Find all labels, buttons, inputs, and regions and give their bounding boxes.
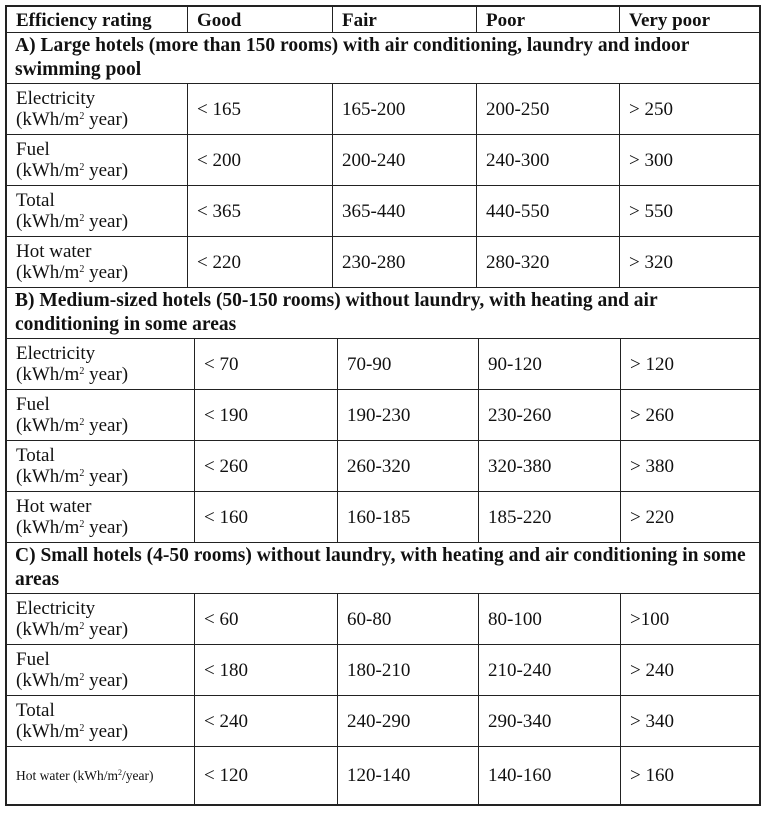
cell-good: < 190 bbox=[195, 390, 338, 440]
cell-poor: 230-260 bbox=[479, 390, 621, 440]
cell-good: < 160 bbox=[195, 492, 338, 542]
table-row bbox=[7, 492, 759, 543]
table-row bbox=[7, 645, 759, 696]
cell-poor: 140-160 bbox=[479, 747, 621, 804]
header-poor: Poor bbox=[477, 7, 620, 32]
cell-poor: 200-250 bbox=[477, 84, 620, 134]
efficiency-rating-table bbox=[5, 5, 761, 806]
cell-fair: 365-440 bbox=[333, 186, 477, 236]
cell-good: < 260 bbox=[195, 441, 338, 491]
row-label-unit: ($kWh/m^2$ year) bbox=[16, 466, 129, 487]
cell-very-poor: > 220 bbox=[630, 506, 674, 528]
table-row bbox=[7, 135, 759, 186]
cell-fair: 70-90 bbox=[338, 339, 479, 389]
row-label-name: Total bbox=[16, 445, 55, 466]
row-label bbox=[7, 696, 195, 746]
cell-good: < 70 bbox=[195, 339, 338, 389]
row-label bbox=[7, 645, 195, 695]
header-very-poor: Very poor bbox=[629, 10, 711, 31]
table-row bbox=[7, 237, 759, 288]
header-efficiency-rating: Efficiency rating bbox=[7, 7, 188, 32]
row-label-name: Electricity bbox=[16, 598, 96, 619]
cell-very-poor: > 320 bbox=[629, 251, 673, 273]
cell-poor: 80-100 bbox=[479, 594, 621, 644]
cell-good: < 365 bbox=[188, 186, 333, 236]
section-title-small-hotels: C) Small hotels (4-50 rooms) without laundry, with heating and air conditioning in some areas bbox=[7, 543, 759, 594]
cell-good: < 120 bbox=[195, 747, 338, 804]
row-label-unit: ($kWh/m^2$ year) bbox=[16, 109, 129, 130]
row-label-name: Electricity bbox=[16, 88, 96, 109]
row-label bbox=[7, 441, 195, 491]
row-label-name: Hot water bbox=[16, 241, 92, 262]
cell-very-poor: >100 bbox=[630, 608, 670, 630]
row-label bbox=[7, 492, 195, 542]
cell-good: < 60 bbox=[195, 594, 338, 644]
table-header-row bbox=[7, 7, 759, 33]
row-label-name: Fuel bbox=[16, 649, 50, 670]
table-row bbox=[7, 84, 759, 135]
cell-good: < 220 bbox=[188, 237, 333, 287]
row-label-unit: ($kWh/m^2$ year) bbox=[16, 415, 129, 436]
cell-very-poor: > 240 bbox=[630, 659, 674, 681]
table-row bbox=[7, 441, 759, 492]
table-row bbox=[7, 594, 759, 645]
cell-fair: 160-185 bbox=[338, 492, 479, 542]
cell-very-poor: > 550 bbox=[629, 200, 673, 222]
cell-poor: 320-380 bbox=[479, 441, 621, 491]
row-label bbox=[7, 594, 195, 644]
cell-very-poor: > 380 bbox=[630, 455, 674, 477]
section-title-medium-hotels: B) Medium-sized hotels (50-150 rooms) without laundry, with heating and air conditioning in some areas bbox=[7, 288, 759, 339]
row-label-unit: ($kWh/m^2$ year) bbox=[16, 517, 129, 538]
cell-fair: 60-80 bbox=[338, 594, 479, 644]
row-label-unit: ($kWh/m^2$ year) bbox=[16, 619, 129, 640]
cell-fair: 240-290 bbox=[338, 696, 479, 746]
cell-very-poor: > 260 bbox=[630, 404, 674, 426]
row-label-name: Fuel bbox=[16, 139, 50, 160]
row-label-unit: ($kWh/m^2$ year) bbox=[16, 721, 129, 742]
row-label bbox=[7, 84, 188, 134]
cell-fair: 165-200 bbox=[333, 84, 477, 134]
cell-fair: 120-140 bbox=[338, 747, 479, 804]
header-good: Good bbox=[188, 7, 333, 32]
cell-very-poor: > 160 bbox=[630, 765, 674, 786]
cell-poor: 440-550 bbox=[477, 186, 620, 236]
row-label-name: Hot water $(kWh/m^2/year)$ bbox=[16, 768, 154, 783]
cell-fair: 200-240 bbox=[333, 135, 477, 185]
row-label-unit: ($kWh/m^2$ year) bbox=[16, 262, 129, 283]
table-row bbox=[7, 339, 759, 390]
cell-very-poor: > 120 bbox=[630, 353, 674, 375]
row-label-name: Total bbox=[16, 190, 55, 211]
cell-very-poor: > 340 bbox=[630, 710, 674, 732]
cell-poor: 185-220 bbox=[479, 492, 621, 542]
row-label bbox=[7, 135, 188, 185]
row-label-unit: ($kWh/m^2$ year) bbox=[16, 364, 129, 385]
row-label-name: Electricity bbox=[16, 343, 96, 364]
row-label-name: Total bbox=[16, 700, 55, 721]
table-row bbox=[7, 186, 759, 237]
table-row bbox=[7, 696, 759, 747]
cell-fair: 260-320 bbox=[338, 441, 479, 491]
cell-good: < 240 bbox=[195, 696, 338, 746]
cell-poor: 280-320 bbox=[477, 237, 620, 287]
cell-fair: 180-210 bbox=[338, 645, 479, 695]
row-label-unit: ($kWh/m^2$ year) bbox=[16, 670, 129, 691]
row-label bbox=[7, 747, 195, 804]
table-row bbox=[7, 390, 759, 441]
cell-very-poor: > 300 bbox=[629, 149, 673, 171]
cell-very-poor: > 250 bbox=[629, 98, 673, 120]
cell-poor: 210-240 bbox=[479, 645, 621, 695]
header-fair: Fair bbox=[333, 7, 477, 32]
cell-good: < 200 bbox=[188, 135, 333, 185]
row-label bbox=[7, 339, 195, 389]
section-title-large-hotels: A) Large hotels (more than 150 rooms) with air conditioning, laundry and indoor swimming pool bbox=[7, 33, 759, 84]
cell-poor: 240-300 bbox=[477, 135, 620, 185]
row-label-name: Hot water bbox=[16, 496, 92, 517]
cell-poor: 290-340 bbox=[479, 696, 621, 746]
cell-fair: 190-230 bbox=[338, 390, 479, 440]
row-label bbox=[7, 237, 188, 287]
row-label bbox=[7, 390, 195, 440]
row-label-unit: ($kWh/m^2$ year) bbox=[16, 160, 129, 181]
cell-poor: 90-120 bbox=[479, 339, 621, 389]
row-label-name: Fuel bbox=[16, 394, 50, 415]
cell-good: < 165 bbox=[188, 84, 333, 134]
cell-fair: 230-280 bbox=[333, 237, 477, 287]
cell-good: < 180 bbox=[195, 645, 338, 695]
row-label bbox=[7, 186, 188, 236]
table-row bbox=[7, 747, 759, 804]
row-label-unit: ($kWh/m^2$ year) bbox=[16, 211, 129, 232]
